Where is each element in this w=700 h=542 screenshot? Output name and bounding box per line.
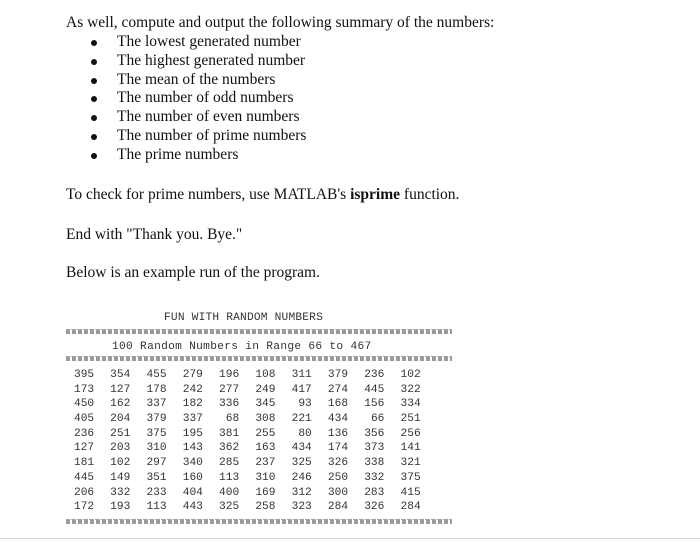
number-cell: 417 [291, 383, 312, 396]
list-item: The highest generated number [68, 52, 306, 71]
isprime-keyword: isprime [350, 186, 401, 203]
number-row [74, 412, 421, 427]
number-cell: 338 [364, 457, 385, 470]
number-cell: 379 [146, 413, 167, 426]
number-cell: 415 [400, 486, 421, 499]
number-cell: 326 [364, 501, 385, 514]
bullet-icon [91, 59, 97, 65]
number-cell: 321 [400, 457, 421, 470]
number-cell: 443 [182, 501, 203, 514]
number-cell: 256 [400, 427, 421, 440]
number-cell: 332 [364, 471, 385, 484]
number-cell: 362 [219, 442, 240, 455]
number-cell: 381 [219, 427, 240, 440]
number-cell: 332 [110, 486, 131, 499]
divider [66, 329, 452, 334]
number-cell: 404 [182, 486, 203, 499]
number-row [74, 427, 421, 442]
number-cell: 300 [327, 486, 349, 499]
number-cell: 375 [400, 471, 421, 484]
number-row [74, 486, 421, 501]
number-row [74, 500, 421, 515]
number-cell: 93 [298, 398, 312, 411]
number-cell: 445 [364, 383, 385, 396]
number-cell: 277 [219, 383, 240, 396]
prime-check-paragraph: To check for prime numbers, use MATLAB's isprime function. [66, 186, 460, 203]
list-item: The prime numbers [68, 146, 306, 165]
example-note-paragraph: Below is an example run of the program. [66, 264, 320, 281]
number-cell: 162 [110, 398, 131, 411]
number-cell: 195 [182, 427, 203, 440]
number-cell: 354 [110, 369, 131, 381]
number-cell: 379 [327, 369, 349, 381]
number-cell: 325 [219, 501, 240, 514]
number-cell: 325 [291, 457, 312, 470]
number-cell: 206 [74, 486, 95, 499]
number-cell: 310 [255, 471, 276, 484]
page-bottom-border [0, 538, 700, 539]
number-cell: 204 [110, 413, 131, 426]
list-item: The number of odd numbers [68, 89, 306, 108]
number-cell: 169 [255, 486, 276, 499]
number-cell: 405 [74, 413, 95, 426]
number-cell: 375 [146, 427, 167, 440]
number-cell: 249 [255, 383, 276, 396]
number-cell: 237 [255, 457, 276, 470]
number-cell: 108 [255, 369, 276, 381]
number-cell: 136 [327, 427, 349, 440]
list-item: The lowest generated number [68, 33, 306, 52]
number-cell: 127 [110, 383, 131, 396]
number-cell: 337 [182, 413, 203, 426]
console-title: FUN WITH RANDOM NUMBERS [164, 312, 324, 324]
number-cell: 236 [74, 427, 95, 440]
number-cell: 113 [146, 501, 167, 514]
number-cell: 178 [146, 383, 167, 396]
number-cell: 221 [291, 413, 312, 426]
number-cell: 434 [291, 442, 312, 455]
divider [66, 519, 452, 524]
bullet-icon [91, 153, 97, 159]
number-cell: 102 [400, 369, 421, 381]
divider [66, 356, 452, 361]
number-row [74, 383, 421, 398]
bullet-icon [91, 134, 97, 140]
number-row [74, 368, 421, 383]
number-cell: 297 [146, 457, 167, 470]
bullet-icon [91, 78, 97, 84]
number-cell: 445 [74, 471, 95, 484]
number-cell: 182 [182, 398, 203, 411]
number-cell: 163 [255, 442, 276, 455]
number-cell: 66 [370, 413, 385, 426]
number-cell: 351 [146, 471, 167, 484]
number-cell: 340 [182, 457, 203, 470]
number-cell: 310 [146, 442, 167, 455]
number-cell: 334 [400, 398, 421, 411]
number-cell: 193 [110, 501, 131, 514]
number-cell: 326 [327, 457, 349, 470]
number-cell: 434 [327, 413, 349, 426]
bullet-icon [91, 115, 97, 121]
number-cell: 242 [182, 383, 203, 396]
number-cell: 251 [400, 413, 421, 426]
end-note-paragraph: End with "Thank you. Bye." [66, 226, 243, 243]
number-cell: 127 [74, 442, 95, 455]
number-cell: 246 [291, 471, 312, 484]
number-cell: 255 [255, 427, 276, 440]
number-cell: 323 [291, 501, 312, 514]
number-cell: 356 [364, 427, 385, 440]
numbers-grid [74, 368, 421, 515]
number-row [74, 397, 421, 412]
number-cell: 168 [327, 398, 349, 411]
number-cell: 196 [219, 369, 240, 381]
number-cell: 156 [364, 398, 385, 411]
number-row [74, 471, 421, 486]
number-cell: 395 [74, 369, 95, 381]
number-cell: 283 [364, 486, 385, 499]
intro-text: As well, compute and output the following summary of the numbers: [66, 14, 495, 31]
number-cell: 455 [146, 369, 167, 381]
list-item: The number of prime numbers [68, 127, 306, 146]
number-cell: 251 [110, 427, 131, 440]
number-cell: 143 [182, 442, 203, 455]
number-cell: 337 [146, 398, 167, 411]
number-cell: 141 [400, 442, 421, 455]
list-item: The number of even numbers [68, 108, 306, 127]
number-cell: 285 [219, 457, 240, 470]
number-cell: 80 [298, 427, 312, 440]
number-cell: 311 [291, 369, 312, 381]
list-item: The mean of the numbers [68, 71, 306, 90]
number-cell: 284 [400, 501, 421, 514]
number-cell: 400 [219, 486, 240, 499]
number-cell: 173 [74, 383, 95, 396]
number-row [74, 456, 421, 471]
number-cell: 149 [110, 471, 131, 484]
summary-list [68, 33, 306, 165]
number-cell: 373 [364, 442, 385, 455]
number-cell: 258 [255, 501, 276, 514]
number-cell: 312 [291, 486, 312, 499]
number-cell: 450 [74, 398, 95, 411]
console-subtitle: 100 Random Numbers in Range 66 to 467 [112, 341, 372, 353]
number-cell: 181 [74, 457, 95, 470]
number-cell: 322 [400, 383, 421, 396]
number-row [74, 441, 421, 456]
number-cell: 68 [225, 413, 240, 426]
number-cell: 274 [327, 383, 349, 396]
number-cell: 113 [219, 471, 240, 484]
number-cell: 102 [110, 457, 131, 470]
number-cell: 284 [327, 501, 349, 514]
number-cell: 236 [364, 369, 385, 381]
number-cell: 250 [327, 471, 349, 484]
number-cell: 345 [255, 398, 276, 411]
number-cell: 172 [74, 501, 95, 514]
number-cell: 203 [110, 442, 131, 455]
number-cell: 174 [327, 442, 349, 455]
number-cell: 233 [146, 486, 167, 499]
number-cell: 279 [182, 369, 203, 381]
bullet-icon [91, 96, 97, 102]
bullet-icon [91, 40, 97, 46]
number-cell: 336 [219, 398, 240, 411]
number-cell: 160 [182, 471, 203, 484]
number-cell: 308 [255, 413, 276, 426]
